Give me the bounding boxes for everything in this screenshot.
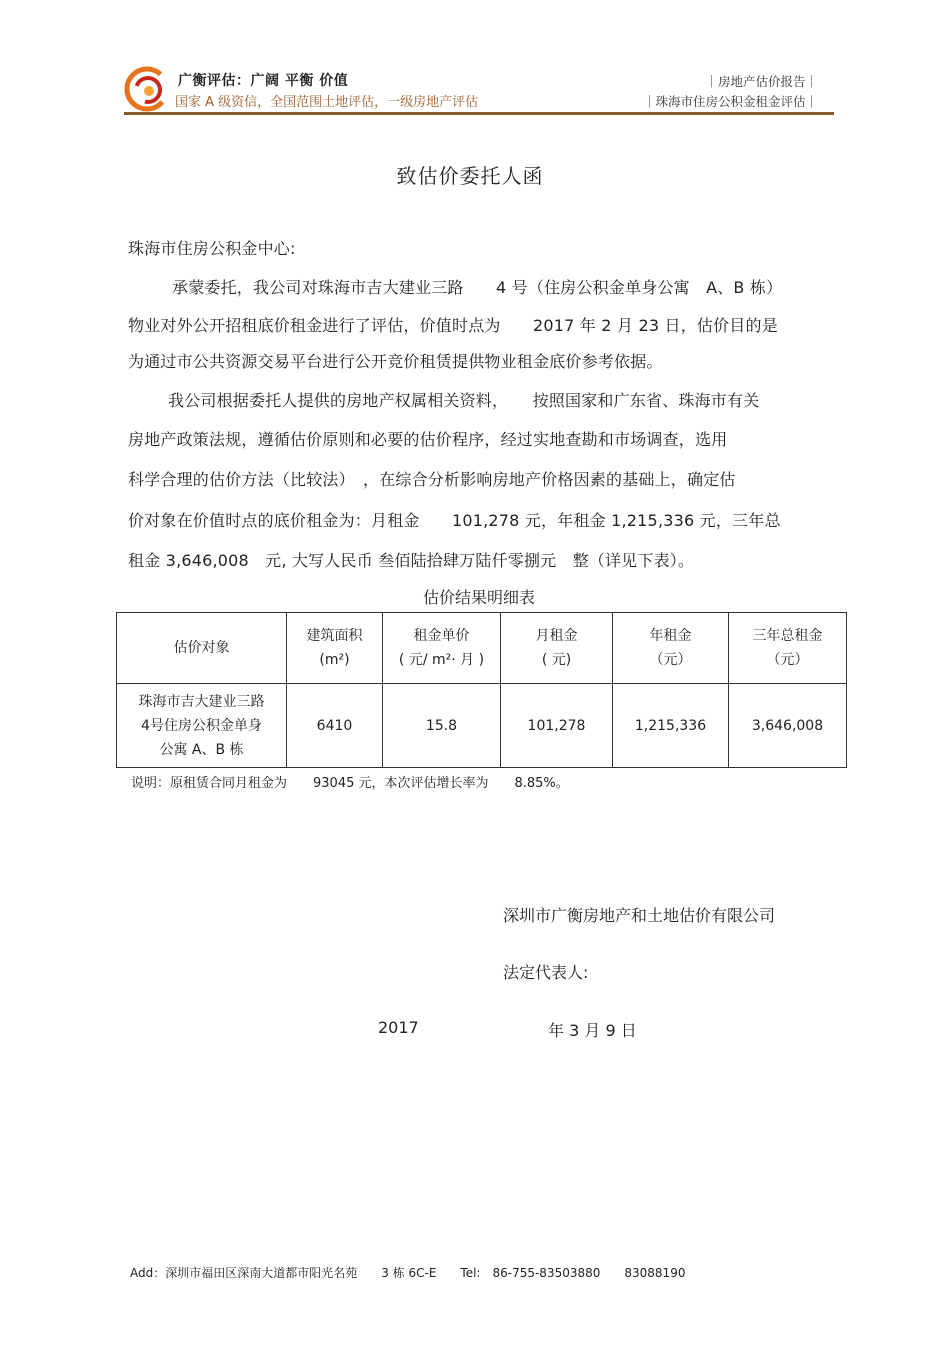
- table-row: [117, 684, 847, 768]
- cell-three-year-rent: 3,646,008: [729, 684, 847, 768]
- letter-title: 致估价委托人函: [396, 164, 544, 188]
- cell-annual-rent: 1,215,336: [613, 684, 729, 768]
- paragraph1-line3: 为通过市公共资源交易平台进行公开竞价租赁提供物业租金底价参考依据。: [128, 352, 663, 371]
- legal-representative-label: 法定代表人:: [503, 963, 589, 982]
- cell-monthly-rent: 101,278: [501, 684, 613, 768]
- cell-object: 珠海市吉大建业三路 4号住房公积金单身 公寓 A、B 栋: [117, 684, 287, 768]
- report-name-label: ｜珠海市住房公积金租金评估｜: [642, 94, 818, 109]
- company-name: 深圳市广衡房地产和土地估价有限公司: [503, 906, 776, 925]
- header-three-year-rent: 三年总租金 （元）: [729, 613, 847, 684]
- paragraph1-line2: 物业对外公开招租底价租金进行了评估，价值时点为 2017 年 2 月 23 日，估价目的是: [128, 316, 778, 335]
- cell-area: 6410: [287, 684, 383, 768]
- table-caption: 估价结果明细表: [422, 588, 535, 607]
- cell-unit-price: 15.8: [383, 684, 501, 768]
- footer-address: Add：深圳市福田区深南大道都市阳光名苑 3 栋 6C-E Tel: 86-755-83503880 83088190: [130, 1266, 686, 1280]
- report-type-label: ｜房地产估价报告｜: [705, 74, 818, 89]
- header-monthly-rent: 月租金 ( 元): [501, 613, 613, 684]
- date-year: 2017: [378, 1018, 419, 1037]
- brand-title: 广衡评估：广阔 平衡 价值: [178, 73, 349, 89]
- header-annual-rent: 年租金 （元）: [613, 613, 729, 684]
- header-unit-price: 租金单价 ( 元/ m²· 月 ): [383, 613, 501, 684]
- paragraph1-line1: 承蒙委托，我公司对珠海市吉大建业三路 4 号（住房公积金单身公寓 A、B 栋）: [172, 278, 783, 297]
- header-area: 建筑面积 (m²): [287, 613, 383, 684]
- table-header-row: [117, 613, 847, 684]
- header-divider: [124, 112, 834, 115]
- paragraph2-line1: 我公司根据委托人提供的房地产权属相关资料， 按照国家和广东省、珠海市有关: [168, 391, 760, 410]
- salutation: 珠海市住房公积金中心:: [128, 239, 296, 258]
- valuation-results-table: [116, 612, 847, 768]
- header-object: 估价对象: [117, 613, 287, 684]
- table-note: 说明：原租赁合同月租金为 93045 元，本次评估增长率为 8.85%。: [131, 776, 569, 791]
- date-month-day: 年 3 月 9 日: [548, 1021, 637, 1040]
- paragraph2-line3: 科学合理的估价方法（比较法） ，在综合分析影响房地产价格因素的基础上，确定估: [128, 470, 736, 489]
- paragraph2-line5: 租金 3,646,008 元, 大写人民币 叁佰陆拾肆万陆仟零捌元 整（详见下表）。: [128, 551, 695, 570]
- brand-subtitle: 国家 A 级资信，全国范围土地评估，一级房地产评估: [175, 95, 479, 110]
- paragraph2-line2: 房地产政策法规，遵循估价原则和必要的估价程序，经过实地查勘和市场调查，选用: [128, 430, 728, 449]
- company-logo-icon: [124, 66, 170, 112]
- paragraph2-line4: 价对象在价值时点的底价租金为：月租金 101,278 元，年租金 1,215,336 元，三年总: [128, 511, 781, 530]
